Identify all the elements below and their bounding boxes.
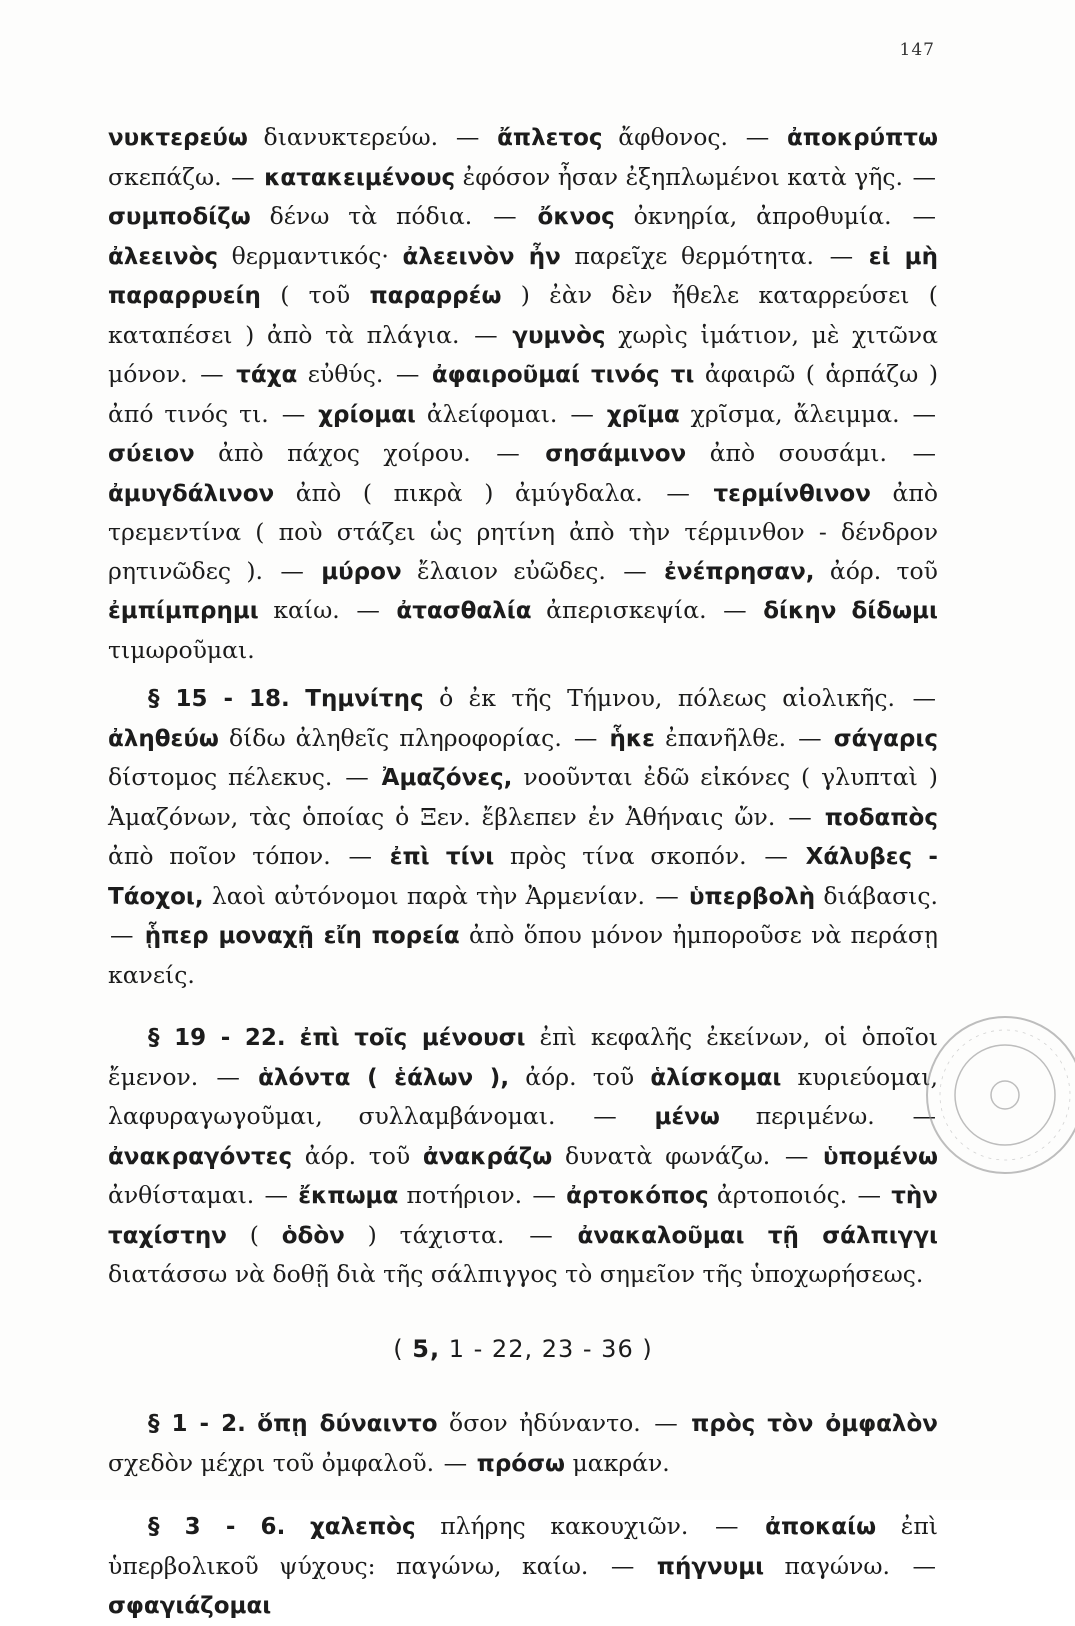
term: χρίομαι [318, 401, 416, 428]
term: ὄκνος [537, 204, 615, 230]
term: παραρρέω [369, 283, 502, 309]
term: ἀφαιροῦμαί τινός τι [431, 362, 695, 388]
definition: πρὸς τίνα σκοπόν. [509, 842, 747, 870]
term: Τημνίτης [305, 686, 424, 712]
term: ἀποκαίω [765, 1514, 877, 1540]
definition: διάβασις. [823, 881, 938, 910]
section-marker: § 3 - 6. [148, 1514, 286, 1540]
term: ἀλεεινὸς [108, 243, 219, 270]
definition: ἀπὸ τρεμεντίνα ( ποὺ στάζει ὡς ρητίνη ἀπὸ τὴν τέρμινθον - δένδρον ρητινῶδες ). [108, 478, 938, 585]
term: σφαγιάζομαι [108, 1593, 272, 1619]
definition: ἐπανῆλθε. [665, 723, 787, 752]
term: ὅπῃ δύναιντο [257, 1411, 438, 1437]
definition: νοοῦνται ἐδῶ εἰκόνες ( γλυπταὶ ) Ἀμαζόνων, τὰς ὁποίας ὁ Ξεν. ἔβλεπεν ἐν Ἀθήναις ὤν. [108, 763, 938, 831]
definition: ἀρτοποιός. [716, 1181, 848, 1209]
definition: κυριεύομαι, λαφυραγωγοῦμαι, συλλαμβάνομαι. [108, 1062, 938, 1130]
term: χρῖμα [606, 401, 680, 428]
term: εἰ μὴ παραρρυείη [108, 243, 938, 309]
term: σησάμινον [545, 441, 687, 467]
definition: δυνατὰ φωνάζω. [564, 1141, 771, 1170]
term: πρὸς τὸν ὀμφαλὸν [691, 1411, 938, 1437]
definition: δίδω ἀληθεῖς πληροφορίας. [228, 723, 562, 752]
definition: ἔλαιον εὐῶδες. [416, 556, 606, 585]
heading-range: 1 - 22, 23 - 36 [448, 1334, 634, 1363]
term: Χάλυβες - Τάοχοι, [108, 844, 938, 910]
term: γυμνὸς [512, 322, 606, 349]
definition: ( [249, 1220, 259, 1249]
paragraph-1: νυκτερεύω διανυκτερεύω. — ἄπλετος ἄφθονος. — ἀποκρύπτω σκεπάζω. — κατακειμένους ἐφόσον ἦσαν ἐξηπλωμένοι κατὰ γῆς. — συμποδίζω δένω τὰ πόδια. — ὄκνος ὀκνηρία, ἀπροθυμία. — ἀλεεινὸς θερμαντικός· ἀλεεινὸν ἦν παρεῖχε θερμότητα. — εἰ μὴ παραρρυείη ( τοῦ παραρρέω ) ἐὰν δὲν ἤθελε καταρρεύσει ( καταπέσει ) ἀπὸ τὰ πλάγια. — γυμνὸς χωρὶς ἱμάτιον, μὲ χιτῶνα μόνον. — τάχα εὐθύς. — ἀφαιροῦμαί τινός τι ἀφαιρῶ ( ἁρπάζω ) ἀπό τινός τι. — χρίομαι ἀλείφομαι. — χρῖμα χρῖσμα, ἄλειμμα. — σύειον ἀπὸ πάχος χοίρου. — σησάμινον ἀπὸ σουσάμι. — ἀμυγδάλινον ἀπὸ ( πικρὰ ) ἀμύγδαλα. — τερμίνθινον ἀπὸ τρεμεντίνα ( ποὺ στάζει ὡς ρητίνη ἀπὸ τὴν τέρμινθον - δένδρον ρητινῶδες ). — μύρον ἔλαιον εὐῶδες. — ἐνέπρησαν, ἀόρ. τοῦ ἐμπίμπρημι καίω. — ἀτασθαλία ἀπερισκεψία. — δίκην δίδωμι τιμωροῦμαι. [108, 123, 938, 664]
definition: ) ἐὰν δὲν ἤθελε καταρρεύσει ( καταπέσει ) ἀπὸ τὰ πλάγια. [108, 281, 938, 349]
definition: περιμένω. [755, 1102, 875, 1130]
paragraph-3: § 19 - 22. ἐπὶ τοῖς μένουσι ἐπὶ κεφαλῆς ἐκείνων, οἱ ὁποῖοι ἔμενον. — ἁλόντα ( ἑάλων ), ἀόρ. τοῦ ἁλίσκομαι κυριεύομαι, λαφυραγωγοῦμαι, συλλαμβάνομαι. — μένω περιμένω. — ἀνακραγόντες ἀόρ. τοῦ ἀνακράζω δυνατὰ φωνάζω. — ὑπομένω ἀνθίσταμαι. — ἔκπωμα ποτήριον. — ἀρτοκόπος ἀρτοποιός. — τὴν ταχίστην ( ὁδὸν ) τάχιστα. — ἀνακαλοῦμαι τῇ σάλπιγγι διατάσσω νὰ δοθῇ διὰ τῆς σάλπιγγος τὸ σημεῖον τῆς ὑποχωρήσεως. [108, 1023, 938, 1288]
definition: ὁ ἐκ τῆς Τήμνου, πόλεως αἰολικῆς. [439, 684, 896, 712]
stamp-center-emblem [991, 1081, 1019, 1109]
term: ὑπομένω [823, 1143, 938, 1170]
definition: ἀπὸ πάχος χοίρου. [218, 439, 471, 467]
section-marker: § 19 - 22. [148, 1025, 286, 1051]
definition: διανυκτερεύω. [263, 123, 439, 151]
term: μύρον [321, 558, 402, 585]
glossary-text [108, 118, 938, 1626]
definition: παρεῖχε θερμότητα. [574, 241, 814, 270]
term: σύειον [108, 441, 195, 467]
definition: σχεδὸν μέχρι τοῦ ὀμφαλοῦ. [108, 1448, 435, 1477]
definition: μακράν. [572, 1448, 670, 1477]
definition: ὀκνηρία, ἀπροθυμία. [633, 202, 892, 230]
definition: ἀπὸ ὅπου μόνον ἠμποροῦσε νὰ περάσῃ κανείς. [108, 921, 938, 989]
term: ἄπλετος [497, 125, 603, 151]
term: μένω [654, 1104, 720, 1130]
term: Ἀμαζόνες, [381, 765, 513, 791]
term: ποδαπὸς [824, 804, 938, 831]
definition: ἀόρ. τοῦ [304, 1141, 411, 1170]
term: πήγνυμι [656, 1553, 765, 1580]
definition: ἄφθονος. [618, 123, 728, 151]
paragraph-5: § 3 - 6. χαλεπὸς πλήρης κακουχιῶν. — ἀποκαίω ἐπὶ ὑπερβολικοῦ ψύχους: παγώνω, καίω. — πήγνυμι παγώνω. — σφαγιάζομαι [108, 1512, 938, 1619]
term: ἧκε [609, 725, 655, 752]
term: ἁλίσκομαι [650, 1064, 782, 1091]
definition: ποτήριον. [406, 1181, 523, 1209]
definition: διατάσσω νὰ δοθῇ διὰ τῆς σάλπιγγος τὸ σημεῖον τῆς ὑποχωρήσεως. [108, 1260, 924, 1288]
term: ἀνακραγόντες [108, 1143, 293, 1170]
definition: ἀπερισκεψία. [546, 596, 707, 624]
heading-open-paren: ( [393, 1334, 404, 1363]
definition: τιμωροῦμαι. [108, 635, 255, 664]
definition: ἀόρ. τοῦ [525, 1062, 635, 1091]
paragraph-2: § 15 - 18. Τημνίτης ὁ ἐκ τῆς Τήμνου, πόλεως αἰολικῆς. — ἀληθεύω δίδω ἀληθεῖς πληροφορίας. — ἧκε ἐπανῆλθε. — σάγαρις δίστομος πέλεκυς. — Ἀμαζόνες, νοοῦνται ἐδῶ εἰκόνες ( γλυπταὶ ) Ἀμαζόνων, τὰς ὁποίας ὁ Ξεν. ἔβλεπεν ἐν Ἀθήναις ὤν. — ποδαπὸς ἀπὸ ποῖον τόπον. — ἐπὶ τίνι πρὸς τίνα σκοπόν. — Χάλυβες - Τάοχοι, λαοὶ αὐτόνομοι παρὰ τὴν Ἀρμενίαν. — ὑπερβολὴ διάβασις. — ᾗπερ μοναχῇ εἴη πορεία ἀπὸ ὅπου μόνον ἠμποροῦσε νὰ περάσῃ κανείς. [108, 684, 938, 989]
definition: δένω τὰ πόδια. [269, 202, 473, 230]
definition: ( τοῦ [280, 281, 351, 309]
term: ἐνέπρησαν, [664, 558, 815, 585]
definition: λαοὶ αὐτόνομοι παρὰ τὴν Ἀρμενίαν. [211, 881, 646, 910]
definition: δίστομος πέλεκυς. [108, 763, 333, 791]
term: τὴν ταχίστην [108, 1183, 938, 1249]
term: τερμίνθινον [713, 480, 871, 507]
definition: ἀλείφομαι. [426, 399, 558, 428]
term: ἀτασθαλία [396, 598, 532, 624]
term: ἀποκρύπτω [786, 125, 938, 151]
definition: ἀφαιρῶ ( ἁρπάζω ) ἀπό τινός τι. [108, 360, 938, 428]
term: ἔκπωμα [298, 1183, 399, 1209]
heading-close-paren: ) [642, 1334, 653, 1363]
term: ἀρτοκόπος [566, 1183, 709, 1209]
definition: ἀόρ. τοῦ [829, 556, 938, 585]
stamp-outer-ring [927, 1017, 1075, 1173]
section-heading [108, 1330, 938, 1369]
term: ὑπερβολὴ [688, 883, 816, 910]
term: ἐπὶ τίνι [389, 844, 495, 870]
term: ἀληθεύω [108, 725, 219, 752]
term: ἀνακράζω [422, 1143, 553, 1170]
definition: θερμαντικός· [231, 241, 389, 270]
definition: ) τάχιστα. [367, 1220, 505, 1249]
definition: ἀπὸ ποῖον τόπον. [108, 842, 331, 870]
page-number: 147 [899, 40, 935, 60]
definition: ἀπὸ ( πικρὰ ) ἀμύγδαλα. [295, 478, 643, 507]
term: ἀλεεινὸν ἦν [402, 243, 561, 270]
definition: χρῖσμα, ἄλειμμα. [690, 399, 900, 428]
definition: ἀνθίσταμαι. [108, 1181, 255, 1209]
term: ἀμυγδάλινον [108, 480, 275, 507]
term: πρόσω [476, 1450, 565, 1477]
definition: σκεπάζω. [108, 162, 222, 191]
term: κατακειμένους [264, 164, 456, 191]
term: ἐπὶ τοῖς μένουσι [299, 1025, 526, 1051]
definition: παγώνω. [784, 1551, 890, 1580]
term: ὁδὸν [281, 1222, 345, 1249]
stamp-inner-ring [955, 1045, 1055, 1145]
term: ἐμπίμπρημι [108, 598, 259, 624]
definition: χωρὶς ἱμάτιον, μὲ χιτῶνα μόνον. [108, 320, 938, 388]
term: δίκην δίδωμι [763, 598, 938, 624]
definition: ἀπὸ σουσάμι. [709, 439, 887, 467]
term: σάγαρις [833, 725, 938, 752]
definition: ἐπὶ κεφαλῆς ἐκείνων, οἱ ὁποῖοι ἔμενον. [108, 1023, 938, 1091]
term: ἁλόντα ( ἑάλων ), [258, 1064, 510, 1091]
definition: ἐφόσον ἦσαν ἐξηπλωμένοι κατὰ γῆς. [462, 162, 903, 191]
heading-book-number: 5, [412, 1334, 441, 1363]
definition: ἐπὶ ὑπερβολικοῦ ψύχους: παγώνω, καίω. [108, 1512, 938, 1580]
definition: καίω. [273, 596, 340, 624]
definition: ὅσον ἠδύναντο. [449, 1409, 641, 1437]
term: ᾗπερ μοναχῇ εἴη πορεία [144, 923, 460, 949]
paragraph-4: § 1 - 2. ὅπῃ δύναιντο ὅσον ἠδύναντο. — πρὸς τὸν ὀμφαλὸν σχεδὸν μέχρι τοῦ ὀμφαλοῦ. — πρόσω μακράν. [108, 1409, 938, 1477]
library-stamp-icon [920, 1010, 1075, 1180]
term: νυκτερεύω [108, 125, 248, 151]
definition: εὐθύς. [307, 360, 384, 388]
section-marker: § 1 - 2. [148, 1411, 246, 1437]
term: χαλεπὸς [309, 1514, 416, 1540]
term: συμποδίζω [108, 204, 251, 230]
stamp-text-ring [940, 1030, 1070, 1160]
term: τάχα [236, 362, 298, 388]
section-marker: § 15 - 18. [148, 686, 290, 712]
definition: πλήρης κακουχιῶν. [440, 1512, 689, 1540]
term: ἀνακαλοῦμαι τῇ σάλπιγγι [577, 1222, 938, 1249]
